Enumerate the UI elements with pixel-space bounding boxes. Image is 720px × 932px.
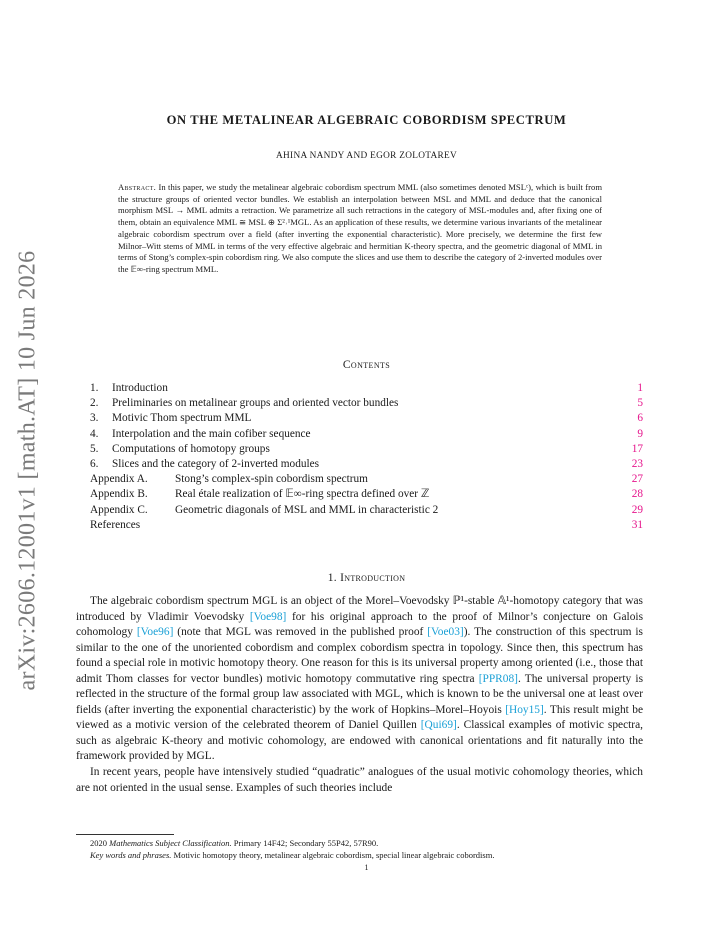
arxiv-identifier-text: arXiv:2606.12001v1 [math.AT] 10 Jun 2026 bbox=[14, 250, 41, 690]
toc-entry-label: Motivic Thom spectrum MML bbox=[112, 412, 252, 425]
paper-authors: AHINA NANDY AND EGOR ZOLOTAREV bbox=[276, 151, 457, 161]
toc-entry-page-link[interactable]: 5 bbox=[637, 397, 643, 410]
toc-entry-number: Appendix B. bbox=[90, 488, 148, 501]
citation-link[interactable]: [Voe96] bbox=[136, 626, 174, 639]
toc-entry-page-link[interactable]: 9 bbox=[637, 427, 643, 440]
toc-entry-number: 5. bbox=[90, 442, 99, 455]
toc-entry-number: Appendix C. bbox=[90, 503, 148, 516]
text-run: for his original approach to the proof of Milnor’s conjecture on Galois cohomology bbox=[76, 610, 644, 639]
msc-label: Mathematics Subject Classification. bbox=[109, 838, 232, 848]
citation-link[interactable]: [PPR08] bbox=[478, 672, 518, 685]
toc-entry-number: Appendix A. bbox=[90, 473, 148, 486]
section-body bbox=[76, 594, 643, 796]
toc-entry[interactable] bbox=[90, 427, 643, 442]
citation-link[interactable]: [Qui69] bbox=[420, 719, 457, 732]
msc-year: 2020 bbox=[90, 838, 107, 848]
toc-title: Contents bbox=[342, 359, 391, 371]
msc-codes: Primary 14F42; Secondary 55P42, 57R90. bbox=[233, 838, 379, 848]
section-heading bbox=[90, 572, 643, 584]
citation-link[interactable]: [Voe98] bbox=[249, 610, 287, 623]
text-run: ). The construction of this spectrum is similar to the one of the unoriented cobordism and complex cobordism spectra in topology. Since then, this spectrum has found a special role in motivic homotopy theory. One reason for this is its universal property among oriented (i.e., those that admit Thom classes for vector bundles) motivic homotopy commutative ring spectra bbox=[76, 626, 643, 685]
toc-entry[interactable] bbox=[90, 503, 643, 518]
toc-entry-number: 1. bbox=[90, 382, 99, 394]
keywords-label: Key words and phrases. bbox=[90, 850, 172, 860]
toc-entry-page-link[interactable]: 6 bbox=[637, 412, 643, 425]
toc-entry[interactable] bbox=[90, 381, 643, 396]
abstract bbox=[118, 182, 602, 276]
toc-entry-number: 2. bbox=[90, 397, 99, 410]
paragraph bbox=[76, 594, 643, 765]
arxiv-identifier bbox=[8, 250, 48, 690]
footnotes bbox=[90, 837, 643, 861]
toc-entry[interactable] bbox=[90, 411, 643, 426]
text-run: . The universal property is reflected in the structure of the formal group law associated with MGL, which is known to be the universal one at least over fields (after inverting the exponential characteristic) by the work of Hopkins–Morel–Hoyois bbox=[76, 672, 643, 716]
citation-link[interactable]: [Voe03] bbox=[427, 626, 464, 639]
toc-entry[interactable] bbox=[90, 518, 643, 533]
toc-entry[interactable] bbox=[90, 457, 643, 472]
toc-entry[interactable] bbox=[90, 396, 643, 411]
paragraph: In recent years, people have intensively studied “quadratic” analogues of the usual motivic cohomology theories, which are not oriented in the usual sense. Examples of such theories include bbox=[76, 766, 643, 794]
toc-entry-label: Preliminaries on metalinear groups and oriented vector bundles bbox=[112, 397, 399, 410]
section-title: Introduction bbox=[340, 572, 406, 584]
section-number: 1. bbox=[327, 572, 337, 584]
msc-footnote bbox=[90, 837, 643, 849]
toc-entry-label: Computations of homotopy groups bbox=[112, 442, 270, 455]
toc-entry-page-link[interactable]: 29 bbox=[631, 503, 643, 516]
toc-entry-label: Introduction bbox=[112, 382, 168, 394]
toc-entry-page-link[interactable]: 1 bbox=[637, 382, 643, 394]
toc-entry-number: 3. bbox=[90, 412, 99, 425]
toc-entry-number: 4. bbox=[90, 427, 99, 440]
paper-title: ON THE METALINEAR ALGEBRAIC COBORDISM SPECTRUM bbox=[166, 113, 567, 127]
text-run: (note that MGL was removed in the published proof bbox=[173, 626, 428, 639]
text-run: . This result might be viewed as a motivic version of the celebrated theorem of Daniel Quillen bbox=[76, 703, 644, 732]
toc-entry[interactable] bbox=[90, 487, 643, 502]
keywords-footnote bbox=[90, 849, 643, 861]
citation-link[interactable]: [Hoy15] bbox=[505, 703, 544, 716]
toc-entry-label: Real étale realization of 𝔼∞-ring spectra defined over ℤ bbox=[175, 488, 430, 501]
page-number: 1 bbox=[364, 863, 369, 872]
toc-entry-label: Stong’s complex-spin cobordism spectrum bbox=[175, 473, 368, 486]
footnote-rule bbox=[76, 834, 174, 835]
toc-entry-page-link[interactable]: 27 bbox=[631, 473, 643, 486]
toc-entry-page-link[interactable]: 31 bbox=[631, 518, 643, 531]
toc-entry-label: References bbox=[90, 518, 141, 531]
toc-entry-page-link[interactable]: 28 bbox=[631, 488, 643, 501]
abstract-text: In this paper, we study the metalinear algebraic cobordism spectrum MML (also sometimes denoted MSLᶜ), which is built from the structure groups of oriented vector bundles. We establish an interpolation between MSL and MML and deduce that the canonical morphism MSL → MML admits a retraction. We parametrize all such retractions in the category of MSL-modules and, after fixing one of them, obtain an equivalence MML ≅ MSL ⊕ Σ²˒¹MGL. As an application of these results, we determine various invariants of the metalinear algebraic cobordism spectrum over a field (after inverting the exponential characteristic). More precisely, we determine the first few Milnor–Witt stems of MML in terms of the very effective algebraic and hermitian K-theory spectra, and the geometric diagonal of MML in terms of Stong’s complex-spin cobordism ring. We also compute the slices and use them to describe the category of 2-inverted modules over the 𝔼∞-ring spectrum MML. bbox=[118, 182, 602, 274]
toc-entry-label: Geometric diagonals of MSL and MML in characteristic 2 bbox=[175, 503, 439, 516]
toc-entry-number: 6. bbox=[90, 457, 99, 470]
table-of-contents bbox=[90, 381, 643, 533]
toc-entry-label: Interpolation and the main cofiber sequence bbox=[112, 427, 311, 440]
toc-entry[interactable] bbox=[90, 442, 643, 457]
keywords-text: Motivic homotopy theory, metalinear algebraic cobordism, special linear algebraic cobordism. bbox=[173, 850, 495, 860]
toc-entry-page-link[interactable]: 17 bbox=[631, 442, 643, 455]
toc-entry-label: Slices and the category of 2-inverted modules bbox=[112, 457, 320, 470]
text-run: The algebraic cobordism spectrum MGL is an object of the Morel–Voevodsky ℙ¹-stable 𝔸¹-homotopy category that was introduced by Vladimir Voevodsky bbox=[76, 595, 643, 623]
toc-entry[interactable] bbox=[90, 472, 643, 487]
toc-entry-page-link[interactable]: 23 bbox=[631, 457, 643, 470]
abstract-label: Abstract. bbox=[118, 182, 157, 192]
text-run: . Classical examples of motivic spectra, such as algebraic K-theory and motivic cohomology, are endowed with canonical orientations and fit naturally into the framework provided by MGL. bbox=[76, 719, 643, 763]
